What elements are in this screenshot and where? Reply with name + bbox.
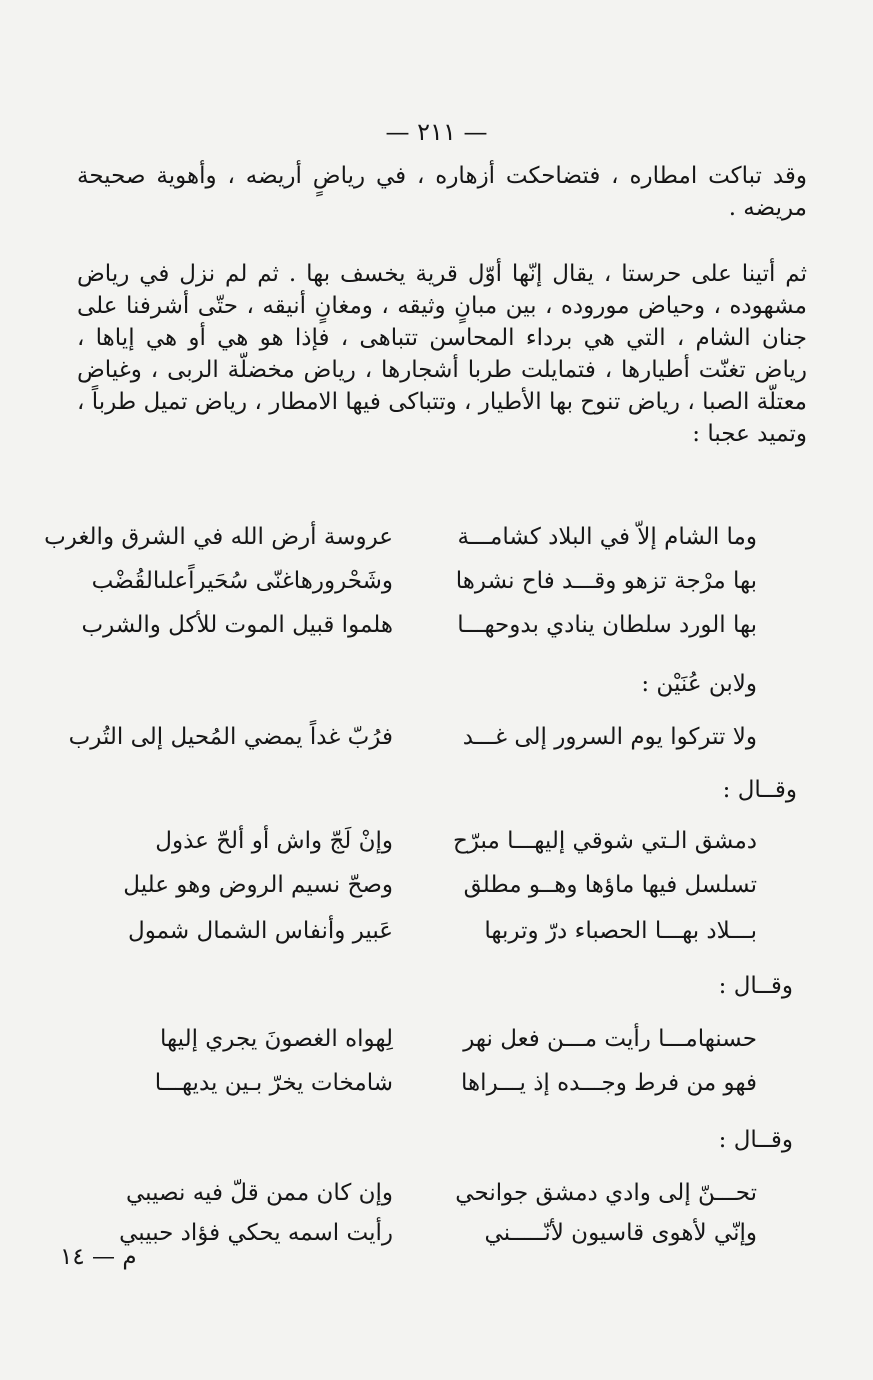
verse-first-hemistich: دمشق الـتي شوقي إليهـــا مبرّح <box>452 828 757 854</box>
verse-line <box>0 718 873 758</box>
verse-second-hemistich: عَبير وأنفاس الشمال شمول <box>128 918 393 944</box>
verse-line <box>0 1020 873 1060</box>
verse-second-hemistich: وشَحْرورهاغنّى سُحَيراًعلىالقُضْب <box>91 568 393 594</box>
verse-second-hemistich: رأيت اسمه يحكي فؤاد حبيبي <box>119 1220 393 1246</box>
verse-first-hemistich: فهو من فرط وجـــده إذ يـــراها <box>461 1070 757 1096</box>
signature-mark: م — ١٤ <box>60 1244 137 1270</box>
verse-line <box>0 1064 873 1104</box>
verse-line <box>0 562 873 602</box>
verse-first-hemistich: بها مرْجة تزهو وقـــد فاح نشرها <box>455 568 757 594</box>
verse-first-hemistich: حسنهامـــا رأيت مـــن فعل نهر <box>463 1026 757 1052</box>
poem-attribution: ولابن عُنَيْن : <box>641 671 757 697</box>
verse-second-hemistich: وإن كان ممن قلّ فيه نصيبي <box>126 1180 393 1206</box>
verse-first-hemistich: ولا تتركوا يوم السرور إلى غـــد <box>462 724 757 750</box>
verse-second-hemistich: شامخات يخرّ بـين يديهـــا <box>154 1070 393 1096</box>
paragraph-2: ثم أتينا على حرستا ، يقال إنّها أوّل قرية يخسف بها . ثم لم نزل في رياض مشهوده ، وحياض موروده ، بين مبانٍ وثيقه ، ومغانٍ أنيقه ، حتّى أشرفنا على جنان الشام ، التي هي برداء المحاسن تتباهى ، فإذا هو هي أو هي إياها ، رياض تغنّت أطيارها ، فتمايلت طربا أشجارها ، رياض مخضلّة الربى ، وغياض معتلّة الصبا ، رياض تنوح بها الأطيار ، وتتباكى فيها الامطار ، رياض تميل طرباً ، وتميد عجبا : <box>77 261 807 447</box>
verse-first-hemistich: وما الشام إلاّ في البلاد كشامـــة <box>457 524 757 550</box>
verse-line <box>0 1174 873 1214</box>
verse-line <box>0 822 873 862</box>
verse-second-hemistich: عروسة أرض الله في الشرق والغرب <box>44 524 393 550</box>
verse-second-hemistich: لِهواه الغصونَ يجري إليها <box>160 1026 393 1052</box>
verse-second-hemistich: فرُبّ غداً يمضي المُحيل إلى التُرب <box>68 724 393 750</box>
poem-attribution: وقــال : <box>718 1127 793 1153</box>
verse-second-hemistich: وصحّ نسيم الروض وهو عليل <box>123 872 393 898</box>
paragraph-1: وقد تباكت امطاره ، فتضاحكت أزهاره ، في رياضٍ أريضه ، وأهوية صحيحة مريضه . <box>77 163 807 221</box>
verse-line <box>0 912 873 952</box>
poem-attribution: وقــال : <box>722 777 797 803</box>
page-number: — ٢١١ — <box>385 118 488 146</box>
verse-second-hemistich: هلموا قبيل الموت للأكل والشرب <box>81 612 393 638</box>
verse-first-hemistich: وإنّي لأهوى قاسيون لأنّـــــني <box>484 1220 757 1246</box>
verse-second-hemistich: وإنْ لَجّ واش أو ألحّ عذول <box>155 828 393 854</box>
verse-first-hemistich: بـــلاد بهـــا الحصباء درّ وتربها <box>484 918 757 944</box>
verse-line <box>0 866 873 906</box>
verse-first-hemistich: بها الورد سلطان ينادي بدوحهـــا <box>457 612 757 638</box>
verse-line <box>0 606 873 646</box>
verse-first-hemistich: تسلسل فيها ماؤها وهــو مطلق <box>463 872 757 898</box>
verse-line <box>0 518 873 558</box>
verse-first-hemistich: تحـــنّ إلى وادي دمشق جوانحي <box>455 1180 757 1206</box>
poem-attribution: وقــال : <box>718 973 793 999</box>
